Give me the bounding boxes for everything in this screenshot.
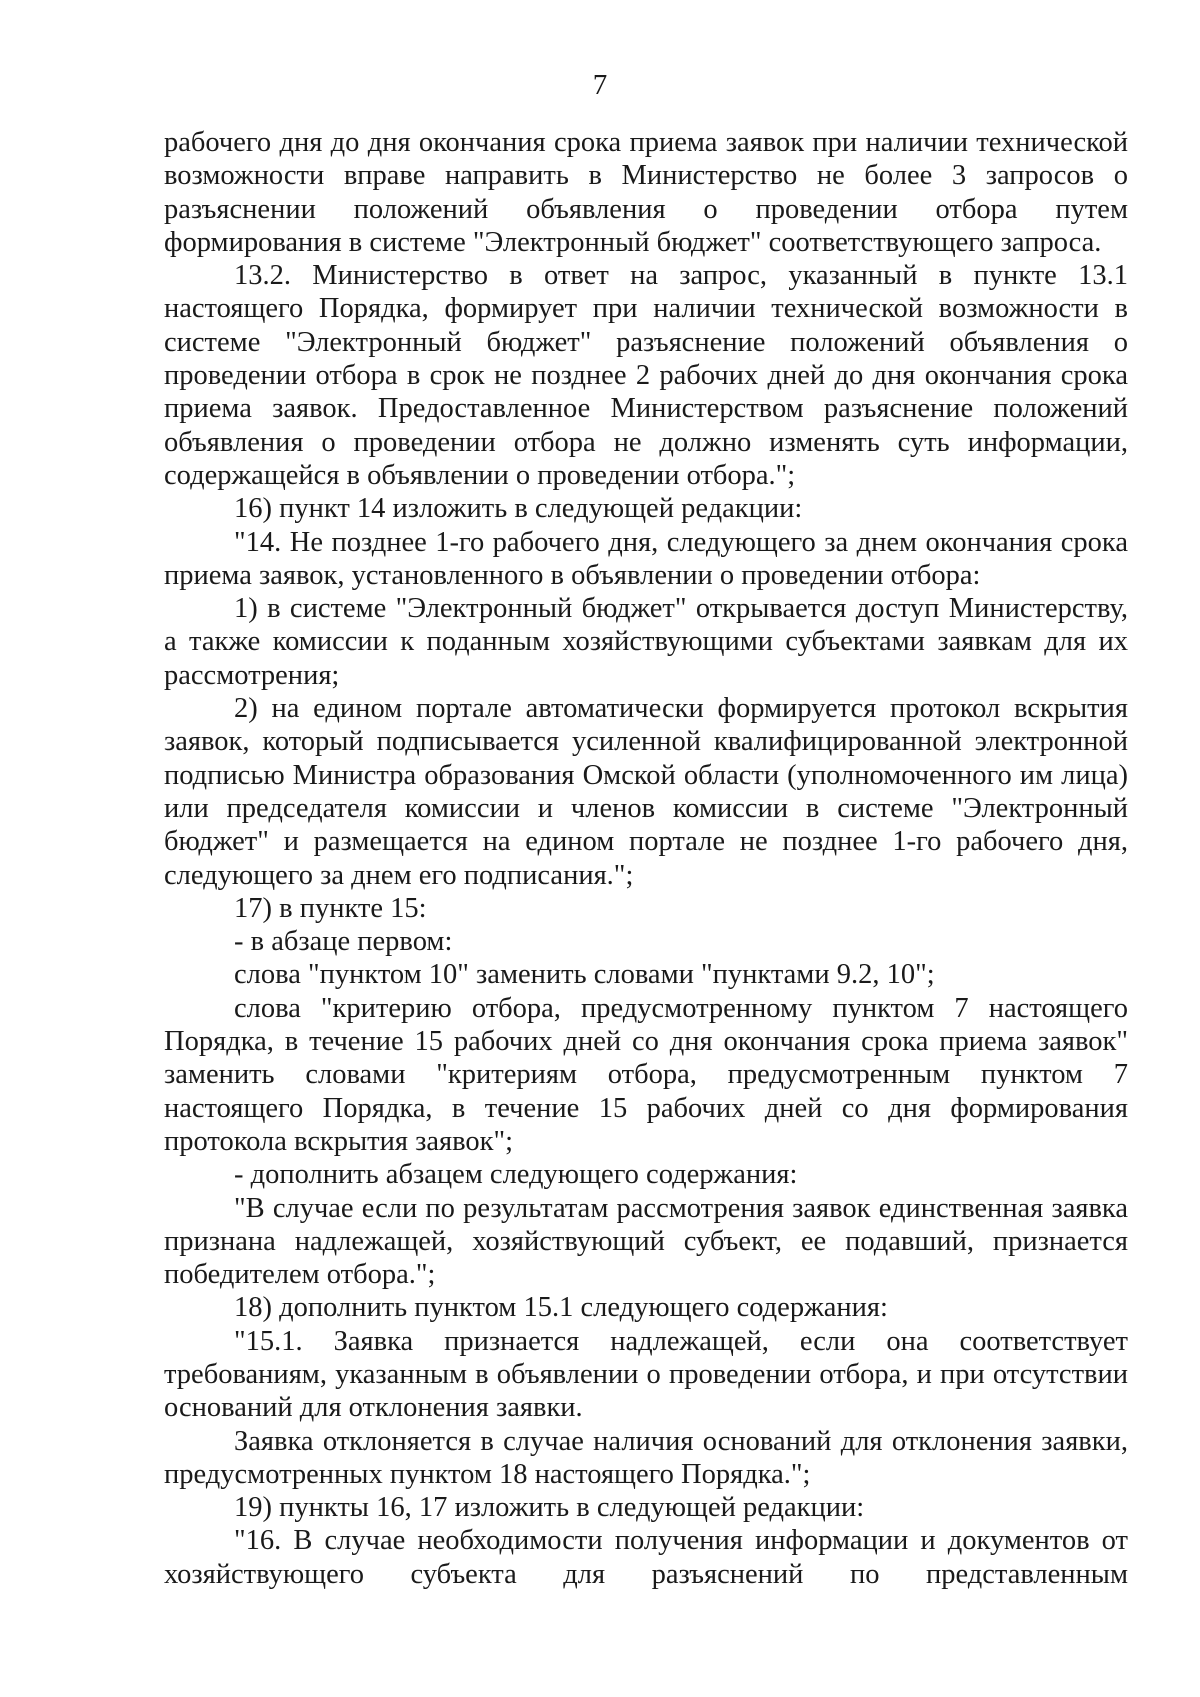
- document-body: [164, 126, 1128, 1591]
- page-number: 7: [592, 69, 608, 101]
- paragraph-rejection: Заявка отклоняется в случае наличия оснований для отклонения заявки, предусмотренных пунктом 18 настоящего Порядка.";: [164, 1425, 1128, 1490]
- paragraph-15-1: "15.1. Заявка признается надлежащей, если она соответствует требованиям, указанным в объявлении о проведении отбора, и при отсутствии оснований для отклонения заявки.: [164, 1325, 1128, 1424]
- paragraph-continuation: рабочего дня до дня окончания срока приема заявок при наличии технической возможности вправе направить в Министерство не более 3 запросов о разъяснении положений объявления о проведении отбора путем формирования в системе "Электронный бюджет" соответствующего запроса.: [164, 127, 1128, 258]
- paragraph-item-19: 19) пункты 16, 17 изложить в следующей редакции:: [234, 1492, 865, 1524]
- paragraph-first-abzac: - в абзаце первом:: [234, 926, 453, 958]
- paragraph-replace-words-2: слова "критерию отбора, предусмотренному пунктом 7 настоящего Порядка, в течение 15 рабочих дней со дня окончания срока приема заявок" заменить словами "критериям отбора, предусмотренным пунктом 7 настоящего Порядка, в течение 15 рабочих дней со дня формирования протокола вскрытия заявок";: [164, 992, 1128, 1157]
- paragraph-14-sub-1: 1) в системе "Электронный бюджет" открывается доступ Министерству, а также комиссии к поданным хозяйствующими субъектами заявкам для их рассмотрения;: [164, 593, 1128, 691]
- paragraph-item-16: 16) пункт 14 изложить в следующей редакции:: [234, 493, 803, 525]
- paragraph-14: "14. Не позднее 1-го рабочего дня, следующего за днем окончания срока приема заявок, установленного в объявлении о проведении отбора:: [164, 526, 1128, 591]
- paragraph-13-2: 13.2. Министерство в ответ на запрос, указанный в пункте 13.1 настоящего Порядка, формирует при наличии технической возможности в системе "Электронный бюджет" разъяснение положений объявления о проведении отбора в срок не позднее 2 рабочих дней до дня окончания срока приема заявок. Предоставленное Министерством разъяснение положений объявления о проведении отбора не должно изменять суть информации, содержащейся в объявлении о проведении отбора.";: [164, 260, 1128, 491]
- paragraph-16: "16. В случае необходимости получения информации и документов от хозяйствующего субъекта для разъяснений по представленным: [164, 1525, 1128, 1590]
- paragraph-item-18: 18) дополнить пунктом 15.1 следующего содержания:: [234, 1292, 888, 1324]
- paragraph-single-application: "В случае если по результатам рассмотрения заявок единственная заявка признана надлежащей, хозяйствующий субъект, ее подавший, признается победителем отбора.";: [164, 1192, 1128, 1291]
- paragraph-14-sub-2: 2) на едином портале автоматически формируется протокол вскрытия заявок, который подписывается усиленной квалифицированной электронной подписью Министра образования Омской области (уполномоченного им лица) или председателя комиссии и членов комиссии в системе "Электронный бюджет" и размещается на едином портале не позднее 1-го рабочего дня, следующего за днем его подписания.";: [164, 693, 1128, 891]
- paragraph-item-17: 17) в пункте 15:: [234, 892, 427, 924]
- paragraph-add-abzac: - дополнить абзацем следующего содержания:: [234, 1159, 798, 1191]
- paragraph-replace-words-1: слова "пунктом 10" заменить словами "пунктами 9.2, 10";: [234, 959, 935, 991]
